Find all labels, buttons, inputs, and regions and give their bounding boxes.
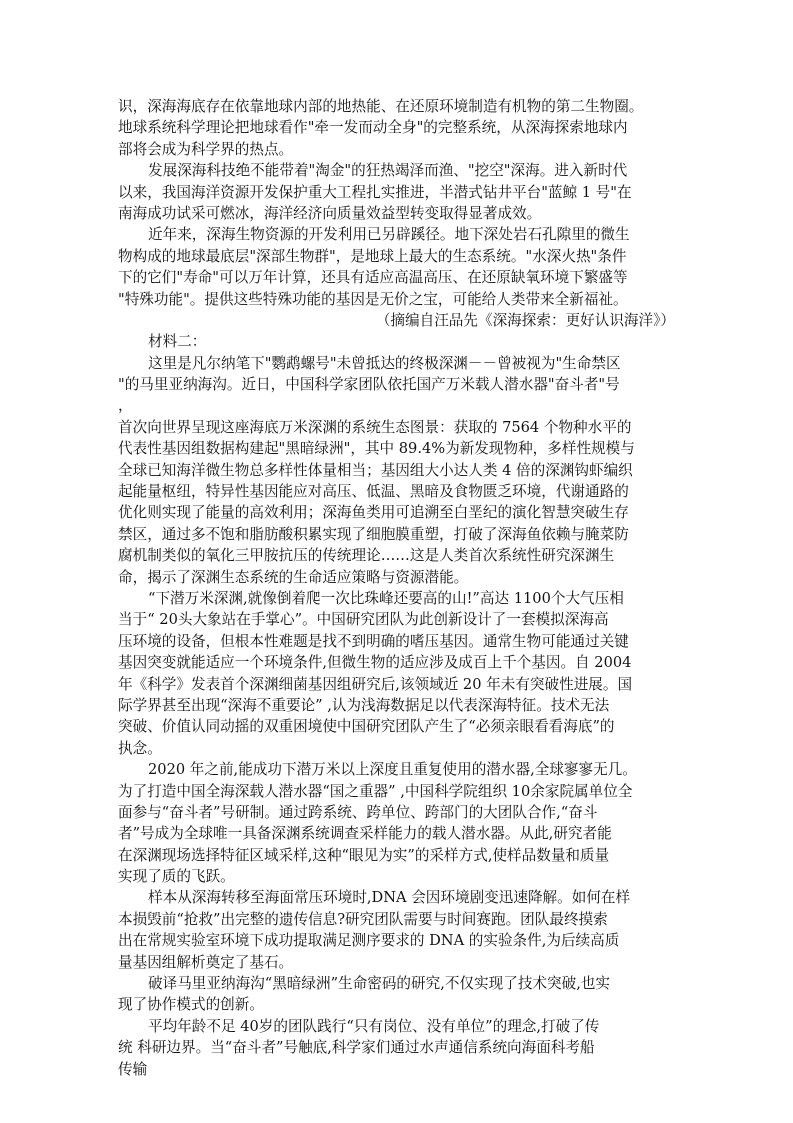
text-line: 量基因组解析奠定了基石。 <box>118 953 294 971</box>
text-line: 基因突变就能适应一个环境条件,但微生物的适应涉及成百上千个基因。自 2004 <box>118 654 632 672</box>
paragraph-start-line: 这里是凡尔纳笔下"鹦鹉螺号"未曾抵达的终极深渊－－曾被视为"生命禁区 <box>148 354 621 372</box>
text-line: 禁区，通过多不饱和脂肪酸积累实现了细胞膜重塑，打破了深海鱼依赖与腌菜防 <box>118 525 629 543</box>
paragraph-start-line: 平均年龄不足 40岁的团队践行“只有岗位、没有单位”的理念,打破了传 <box>148 1017 600 1035</box>
text-line: 现了协作模式的创新。 <box>118 996 264 1014</box>
text-line: "的马里亚纳海沟。近日，中国科学家团队依托国产万米载人潜水器"奋斗者"号 <box>118 376 620 394</box>
text-line: 在深渊现场选择特征区域采样,这种“眼见为实”的采样方式,使样品数量和质量 <box>118 846 610 864</box>
text-line: 代表性基因组数据构建起"黑暗绿洲"，其中 89.4%为新发现物种，多样性规模与 <box>118 440 635 458</box>
paragraph-start-line: “下潜万米深渊,就像倒着爬一次比珠峰还要高的山!”高达 1100个大气压相 <box>148 589 624 607</box>
source-citation: （摘编自汪品先《深海探索：更好认识海洋》） <box>375 311 675 329</box>
paragraph-start-line: 发展深海科技绝不能带着"淘金"的狂热竭泽而渔、"挖空"深海。进入新时代 <box>148 162 628 180</box>
text-line: 以来，我国海洋资源开发保护重大工程扎实推进，半潜式钻井平台"蓝鲸 1 号"在 <box>118 183 632 201</box>
text-line: 全球已知海洋微生物总多样性体量相当；基因组大小达人类 4 倍的深渊钩虾编织 <box>118 461 633 479</box>
text-line: 南海成功试采可燃冰，海洋经济向质量效益型转变取得显著成效。 <box>118 204 542 222</box>
text-line: 突破、价值认同动摇的双重困境使中国研究团队产生了“必须亲眼看看海底”的 <box>118 718 615 736</box>
paragraph-start-line: 破译马里亚纳海沟“黑暗绿洲”生命密码的研究,不仅实现了技术突破,也实 <box>148 975 611 993</box>
text-line: 实现了质的飞跃。 <box>118 868 235 886</box>
text-line: 传输 <box>118 1060 148 1078</box>
paragraph-start-line: 样本从深海转移至海面常压环境时,DNA 会因环境剧变迅速降解。如何在样 <box>148 889 631 907</box>
text-line: 部将会成为科学界的热点。 <box>118 140 294 158</box>
text-line: 压环境的设备，但根本性难题是找不到明确的嗜压基因。通常生物可能通过关键 <box>118 632 629 650</box>
text-line: 当于“ 20头大象站在手掌心”。中国研究团队为此创新设计了一套模拟深海高 <box>118 611 609 629</box>
text-line: 优化则实现了能量的高效利用；深海鱼类用可追溯至白垩纪的演化智慧突破生存 <box>118 504 629 522</box>
text-line: 为了打造中国全海深载人潜水器“国之重器” ,中国科学院组织 10余家院属单位全 <box>118 782 633 800</box>
text-line: 统 科研边界。当“奋斗者”号触底,科学家们通过水声通信系统向海面科考船 <box>118 1039 595 1057</box>
text-line: 际学界甚至出现“深海不重要论” ,认为浅海数据足以代表深海特征。技术无法 <box>118 696 610 714</box>
text-line: 腐机制类似的氧化三甲胺抗压的传统理论……这是人类首次系统性研究深渊生 <box>118 547 615 565</box>
text-line: "特殊功能"。提供这些特殊功能的基因是无价之宝，可能给人类带来全新福祉。 <box>118 290 628 308</box>
text-line: 识，深海海底存在依靠地球内部的地热能、在还原环境制造有机物的第二生物圈。 <box>118 98 644 115</box>
text-line: 物构成的地球最底层"深部生物群"，是地球上最大的生态系统。"水深火热"条件 <box>118 247 627 265</box>
text-line: 首次向世界呈现这座海底万米深渊的系统生态图景：获取的 7564 个物种水平的 <box>118 418 632 436</box>
section-heading: 材料二： <box>148 333 207 351</box>
paragraph-start-line: 近年来，深海生物资源的开发利用已另辟蹊径。地下深处岩石孔隙里的微生 <box>148 226 630 244</box>
text-line: 命，揭示了深渊生态系统的生命适应策略与资源潜能。 <box>118 568 469 586</box>
text-line: 者”号成为全球唯一具备深渊系统调查采样能力的载人潜水器。从此,研究者能 <box>118 825 612 843</box>
paragraph-start-line: 2020 年之前,能成功下潜万米以上深度且重复使用的潜水器,全球寥寥无几。 <box>148 761 637 779</box>
text-line: 面参与“奋斗者”号研制。通过跨系统、跨单位、跨部门的大团队合作,“奋斗 <box>118 803 598 821</box>
document-body <box>118 96 683 1080</box>
text-line: 出在常规实验室环境下成功提取满足测序要求的 DNA 的实验条件,为后续高质 <box>118 932 620 950</box>
text-line: 下的它们"寿命"可以万年计算，还具有适应高温高压、在还原缺氧环境下繁盛等 <box>118 269 628 287</box>
text-line: 本损毁前“抢救”出完整的遗传信息?研究团队需要与时间赛跑。团队最终摸索 <box>118 910 608 928</box>
text-line: 起能量枢纽，特异性基因能应对高压、低温、黑暗及食物匮乏环境，代谢通路的 <box>118 483 629 501</box>
text-line: 年《科学》发表首个深渊细菌基因组研究后,该领域近 20 年未有突破性进展。国 <box>118 675 633 693</box>
text-line: 地球系统科学理论把地球看作"牵一发而动全身"的完整系统，从深海探索地球内 <box>118 119 628 137</box>
text-line: 执念。 <box>118 739 162 757</box>
text-line: ， <box>118 397 133 415</box>
